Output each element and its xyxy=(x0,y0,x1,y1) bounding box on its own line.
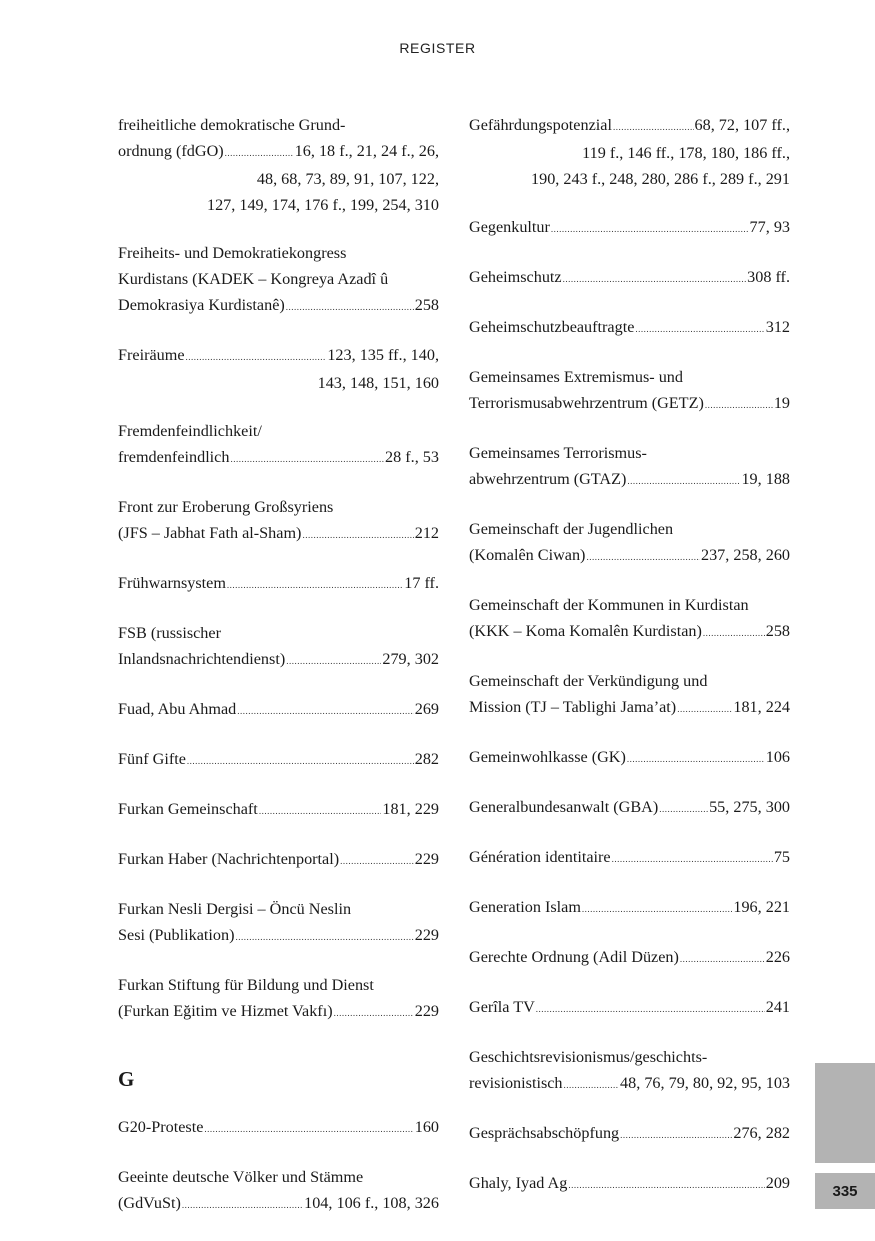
dot-leader xyxy=(182,1192,303,1218)
entry-locator-line xyxy=(469,794,790,822)
entry-page-references: 19 xyxy=(773,394,790,412)
entry-term: (KKK – Koma Komalên Kurdistan) xyxy=(469,622,702,640)
section-letter-heading: G xyxy=(118,1067,135,1091)
index-entry xyxy=(118,896,439,950)
index-entry xyxy=(469,264,790,292)
entry-locator-line xyxy=(118,922,439,950)
entry-term-line: FSB (russischer xyxy=(118,624,221,642)
dot-leader xyxy=(680,946,765,972)
index-column-left xyxy=(118,112,439,1240)
entry-page-references-continued: 190, 243 f., 248, 280, 286 f., 289 f., 291 xyxy=(531,170,790,188)
dot-leader xyxy=(237,698,413,724)
index-list-f xyxy=(118,112,439,1026)
dot-leader xyxy=(227,572,403,598)
index-entry xyxy=(469,1044,790,1098)
entry-term: Fuad, Abu Ahmad xyxy=(118,700,237,718)
index-entry xyxy=(469,440,790,494)
dot-leader xyxy=(286,294,414,320)
entry-page-references: 308 ff. xyxy=(747,268,790,286)
index-entry xyxy=(469,994,790,1022)
entry-page-references: 16, 18 f., 21, 24 f., 26, xyxy=(294,142,439,160)
entry-page-references: 229 xyxy=(414,850,439,868)
index-entry xyxy=(118,112,439,218)
entry-term: ordnung (fdGO) xyxy=(118,142,224,160)
entry-term: Inlandsnachrichtendienst) xyxy=(118,650,286,668)
thumb-index-tab xyxy=(815,1063,875,1163)
entry-term: Gesprächsabschöpfung xyxy=(469,1124,620,1142)
entry-page-references: 181, 229 xyxy=(382,800,439,818)
entry-term: Gerîla TV xyxy=(469,998,535,1016)
entry-term: Generation Islam xyxy=(469,898,581,916)
dot-leader xyxy=(204,1116,413,1142)
index-entry xyxy=(118,570,439,598)
entry-locator-line xyxy=(469,894,790,922)
dot-leader xyxy=(635,316,764,342)
entry-term-line: Fremdenfeindlichkeit/ xyxy=(118,422,262,440)
index-entry xyxy=(469,112,790,192)
entry-term: Demokrasiya Kurdistanê) xyxy=(118,296,285,314)
entry-term: Frühwarnsystem xyxy=(118,574,226,592)
entry-locator-line xyxy=(469,844,790,872)
entry-page-references: 237, 258, 260 xyxy=(700,546,790,564)
entry-term: revisionistisch xyxy=(469,1074,563,1092)
dot-leader xyxy=(705,392,773,418)
entry-term: Gefährdungspotenzial xyxy=(469,116,612,134)
dot-leader xyxy=(582,896,732,922)
dot-leader xyxy=(627,746,765,772)
index-list-g xyxy=(118,1114,439,1218)
entry-term: Mission (TJ – Tablighi Jama’at) xyxy=(469,698,677,716)
dot-leader xyxy=(302,522,413,548)
entry-locator-line xyxy=(469,618,790,646)
dot-leader xyxy=(568,1172,764,1198)
entry-term: Geheimschutzbeauftragte xyxy=(469,318,635,336)
index-entry xyxy=(469,668,790,722)
dot-leader xyxy=(286,648,381,674)
index-entry xyxy=(118,342,439,396)
entry-term-line: Geschichtsrevisionismus/geschichts- xyxy=(469,1048,708,1066)
entry-term: Terrorismusabwehrzentrum (GETZ) xyxy=(469,394,704,412)
index-entry xyxy=(469,894,790,922)
dot-leader xyxy=(564,1072,620,1098)
entry-term: abwehrzentrum (GTAZ) xyxy=(469,470,627,488)
dot-leader xyxy=(586,544,700,570)
entry-term: Generalbundesanwalt (GBA) xyxy=(469,798,659,816)
entry-page-references: 241 xyxy=(765,998,790,1016)
entry-term-line: Gemeinsames Terrorismus- xyxy=(469,444,647,462)
entry-page-references: 104, 106 f., 108, 326 xyxy=(304,1194,439,1212)
index-entry xyxy=(118,696,439,724)
entry-term: (JFS – Jabhat Fath al-Sham) xyxy=(118,524,302,542)
entry-term: (Furkan Eğitim ve Hizmet Vakfı) xyxy=(118,1002,333,1020)
entry-term-line: Front zur Eroberung Großsyriens xyxy=(118,498,334,516)
entry-page-references: 19, 188 xyxy=(741,470,790,488)
entry-term: Ghaly, Iyad Ag xyxy=(469,1174,568,1192)
index-entry xyxy=(118,796,439,824)
running-header: REGISTER xyxy=(399,40,476,56)
dot-leader xyxy=(703,620,765,646)
entry-page-references: 28 f., 53 xyxy=(385,448,439,466)
entry-term-line: Gemeinschaft der Verkündigung und xyxy=(469,672,708,690)
dot-leader xyxy=(620,1122,732,1148)
index-entry xyxy=(469,516,790,570)
index-column-right xyxy=(469,112,790,1220)
entry-page-references: 312 xyxy=(765,318,790,336)
entry-locator-line xyxy=(118,746,439,774)
entry-locator-line xyxy=(118,998,439,1026)
entry-term-line: Gemeinsames Extremismus- und xyxy=(469,368,683,386)
entry-page-references: 17 ff. xyxy=(404,574,439,592)
index-entry xyxy=(118,1114,439,1142)
entry-locator-line xyxy=(118,342,439,370)
index-entry xyxy=(469,1170,790,1198)
entry-term: Gegenkultur xyxy=(469,218,550,236)
entry-term-line: Furkan Nesli Dergisi – Öncü Neslin xyxy=(118,900,352,918)
entry-locator-line xyxy=(469,1170,790,1198)
entry-locator-line xyxy=(469,112,790,140)
index-entry xyxy=(469,744,790,772)
entry-page-references: 106 xyxy=(765,748,790,766)
index-entry xyxy=(118,1164,439,1218)
dot-leader xyxy=(186,344,327,370)
entry-page-references: 226 xyxy=(765,948,790,966)
entry-page-references: 77, 93 xyxy=(749,218,790,236)
entry-locator-line xyxy=(469,1120,790,1148)
entry-page-references: 229 xyxy=(414,1002,439,1020)
entry-locator-line xyxy=(118,846,439,874)
entry-locator-line xyxy=(469,744,790,772)
dot-leader xyxy=(659,796,708,822)
dot-leader xyxy=(259,798,382,824)
entry-term: Freiräume xyxy=(118,346,185,364)
entry-term: Gerechte Ordnung (Adil Düzen) xyxy=(469,948,679,966)
entry-locator-line xyxy=(118,1190,439,1218)
index-entry xyxy=(469,214,790,242)
index-entry xyxy=(118,494,439,548)
entry-locator-line xyxy=(469,1070,790,1098)
index-entry xyxy=(118,746,439,774)
index-entry xyxy=(469,1120,790,1148)
entry-term-line: Gemeinschaft der Kommunen in Kurdistan xyxy=(469,596,749,614)
entry-page-references-continued: 119 f., 146 ff., 178, 180, 186 ff., xyxy=(582,144,790,162)
page-number-tab xyxy=(815,1173,875,1209)
page-number: 335 xyxy=(832,1182,858,1200)
index-entry xyxy=(118,972,439,1026)
entry-locator-line xyxy=(469,542,790,570)
index-entry xyxy=(469,794,790,822)
index-entry xyxy=(469,364,790,418)
entry-term: Génération identitaire xyxy=(469,848,611,866)
dot-leader xyxy=(230,446,384,472)
entry-page-references: 282 xyxy=(414,750,439,768)
entry-locator-line xyxy=(469,214,790,242)
index-entry xyxy=(469,944,790,972)
entry-page-references: 68, 72, 107 ff., xyxy=(694,116,790,134)
entry-locator-line xyxy=(118,796,439,824)
entry-term-line: Furkan Stiftung für Bildung und Dienst xyxy=(118,976,374,994)
entry-page-references: 276, 282 xyxy=(733,1124,790,1142)
dot-leader xyxy=(613,114,694,140)
entry-term: Furkan Gemeinschaft xyxy=(118,800,258,818)
entry-locator-line xyxy=(118,292,439,320)
entry-term: Geheimschutz xyxy=(469,268,562,286)
dot-leader xyxy=(340,848,414,874)
entry-term: Gemeinwohlkasse (GK) xyxy=(469,748,626,766)
dot-leader xyxy=(536,996,765,1022)
entry-term: fremdenfeindlich xyxy=(118,448,230,466)
index-entry xyxy=(118,620,439,674)
dot-leader xyxy=(627,468,740,494)
dot-leader xyxy=(334,1000,414,1026)
dot-leader xyxy=(187,748,414,774)
index-entry xyxy=(469,844,790,872)
entry-term: Furkan Haber (Nachrichtenportal) xyxy=(118,850,340,868)
entry-locator-line xyxy=(469,994,790,1022)
entry-locator-line xyxy=(469,264,790,292)
entry-page-references: 48, 76, 79, 80, 92, 95, 103 xyxy=(620,1074,790,1092)
entry-page-references: 258 xyxy=(765,622,790,640)
entry-locator-line xyxy=(469,314,790,342)
entry-page-references: 75 xyxy=(773,848,790,866)
entry-locator-line xyxy=(118,444,439,472)
entry-locator-line xyxy=(118,138,439,166)
entry-page-references: 55, 275, 300 xyxy=(709,798,790,816)
dot-leader xyxy=(563,266,747,292)
entry-locator-line xyxy=(118,1114,439,1142)
index-entry xyxy=(469,592,790,646)
entry-page-references-continued: 143, 148, 151, 160 xyxy=(317,374,439,392)
index-entry xyxy=(118,846,439,874)
entry-page-references-continued: 48, 68, 73, 89, 91, 107, 122, xyxy=(256,170,439,188)
entry-term: (GdVuSt) xyxy=(118,1194,181,1212)
entry-term-line: freiheitliche demokratische Grund- xyxy=(118,116,346,134)
entry-term-line: Kurdistans (KADEK – Kongreya Azadî û xyxy=(118,270,389,288)
entry-page-references-continued: 127, 149, 174, 176 f., 199, 254, 310 xyxy=(206,196,439,214)
entry-term-line: Gemeinschaft der Jugendlichen xyxy=(469,520,674,538)
entry-term: G20-Proteste xyxy=(118,1118,204,1136)
entry-term: Fünf Gifte xyxy=(118,750,186,768)
entry-page-references: 123, 135 ff., 140, xyxy=(327,346,439,364)
entry-locator-line xyxy=(118,520,439,548)
entry-page-references: 279, 302 xyxy=(382,650,439,668)
entry-locator-line xyxy=(469,694,790,722)
entry-page-references: 196, 221 xyxy=(733,898,790,916)
entry-locator-line xyxy=(469,466,790,494)
entry-page-references: 209 xyxy=(765,1174,790,1192)
entry-page-references: 160 xyxy=(414,1118,439,1136)
entry-term: (Komalên Ciwan) xyxy=(469,546,586,564)
index-entry xyxy=(469,314,790,342)
index-list-g-continued xyxy=(469,112,790,1198)
entry-locator-line xyxy=(118,646,439,674)
dot-leader xyxy=(551,216,749,242)
entry-page-references: 229 xyxy=(414,926,439,944)
entry-term-line: Geeinte deutsche Völker und Stämme xyxy=(118,1168,364,1186)
index-entry xyxy=(118,240,439,320)
dot-leader xyxy=(225,140,294,166)
entry-page-references: 269 xyxy=(414,700,439,718)
dot-leader xyxy=(612,846,773,872)
entry-locator-line xyxy=(469,944,790,972)
entry-term: Sesi (Publikation) xyxy=(118,926,235,944)
entry-page-references: 212 xyxy=(414,524,439,542)
entry-locator-line xyxy=(469,390,790,418)
index-entry xyxy=(118,418,439,472)
entry-term-line: Freiheits- und Demokratiekongress xyxy=(118,244,347,262)
entry-page-references: 181, 224 xyxy=(733,698,790,716)
dot-leader xyxy=(235,924,413,950)
entry-page-references: 258 xyxy=(414,296,439,314)
dot-leader xyxy=(677,696,732,722)
entry-locator-line xyxy=(118,696,439,724)
entry-locator-line xyxy=(118,570,439,598)
